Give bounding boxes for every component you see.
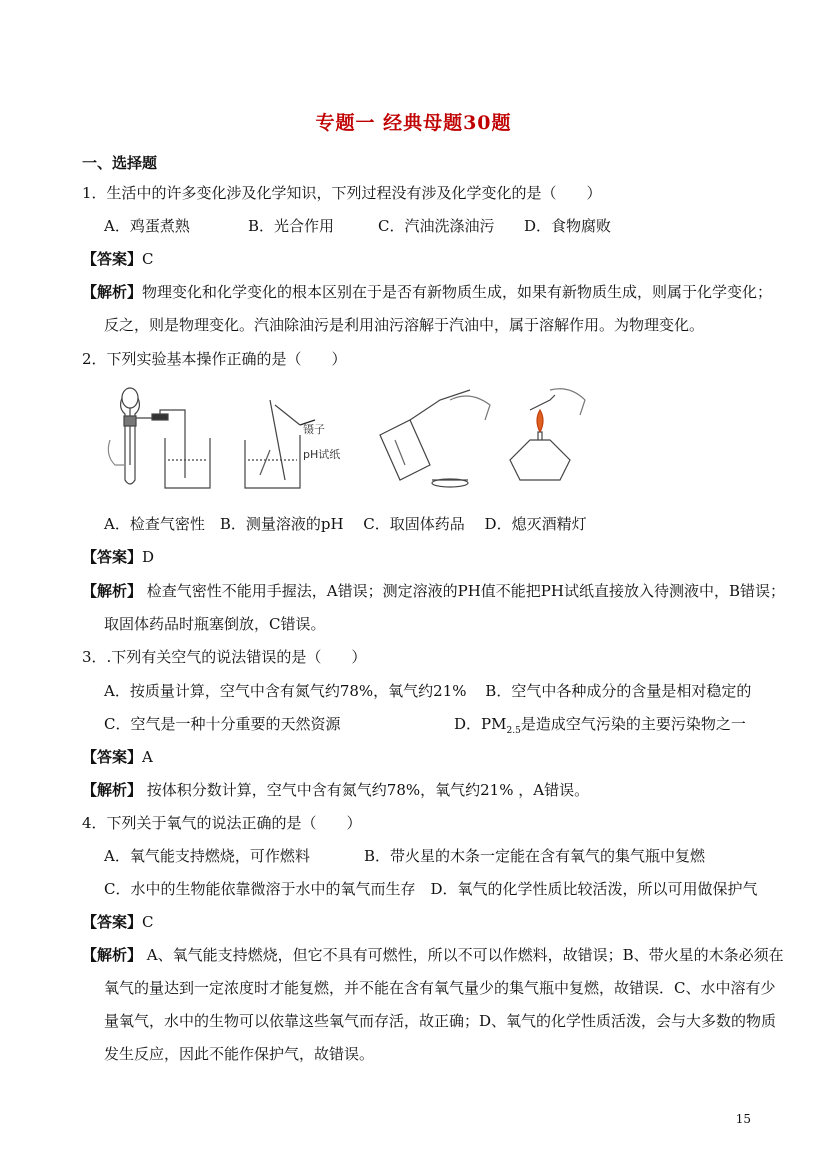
- question-4-options-cd: C．水中的生物能依靠微溶于水中的氧气而生存 D．氧气的化学性质比较活泼，所以可用做保护气: [104, 880, 758, 898]
- analysis-tag: 【解析】: [82, 283, 143, 301]
- question-4-analysis-cont-2: 量氧气，水中的生物可以依靠这些氧气而存活，故正确；D、氧气的化学性质活泼，会与大多数的物质: [104, 1012, 777, 1030]
- question-2-analysis: [82, 582, 785, 600]
- solid-reagent-figure: [380, 390, 490, 487]
- question-4-analysis-cont-1: 氧气的量达到一定浓度时才能复燃，并不能在含有氧气量少的集气瓶中复燃，故错误．C、水中溶有少: [104, 979, 776, 997]
- q3-option-d-prefix: D．PM: [454, 715, 507, 733]
- analysis-text: A、氧气能支持燃烧，但它不具有可燃性，所以不可以作燃料，故错误；B、带火星的木条必须在: [142, 946, 784, 964]
- question-1-stem: 1．生活中的许多变化涉及化学知识，下列过程没有涉及化学变化的是（ ）: [82, 184, 602, 202]
- question-2-stem: 2．下列实验基本操作正确的是（ ）: [82, 350, 347, 368]
- answer-value: C: [142, 250, 154, 268]
- answer-value: A: [142, 748, 153, 766]
- q3-option-a: A．按质量计算，空气中含有氮气约78%，氧气约21%: [104, 682, 467, 700]
- analysis-tag: 【解析】: [82, 781, 143, 799]
- question-1-answer: [82, 250, 154, 268]
- question-4-analysis-cont-3: 发生反应，因此不能作保护气，故错误。: [104, 1045, 375, 1063]
- section-heading: 一、选择题: [82, 154, 158, 172]
- analysis-text: 按体积分数计算，空气中含有氮气约78%，氧气约21% ，A错误。: [142, 781, 590, 799]
- analysis-tag: 【解析】: [82, 582, 143, 600]
- answer-tag: 【答案】: [82, 548, 143, 566]
- q3-option-d-text: 是造成空气污染的主要污染物之一: [520, 715, 746, 733]
- question-3-answer: [82, 748, 153, 766]
- question-2-answer: [82, 548, 154, 566]
- question-2-options: A．检查气密性 B．测量溶液的pH C．取固体药品 D．熄灭酒精灯: [104, 515, 587, 533]
- airtightness-figure: [108, 388, 210, 488]
- ph-paper-label: pH试纸: [303, 448, 341, 461]
- page-number: 15: [735, 1112, 751, 1126]
- tweezers-label: 镊子: [303, 423, 325, 436]
- question-4-stem: 4．下列关于氧气的说法正确的是（ ）: [82, 814, 362, 832]
- analysis-tag: 【解析】: [82, 946, 143, 964]
- q1-option-b: B．光合作用: [248, 217, 335, 235]
- q3-option-d: [454, 715, 746, 740]
- question-4-analysis: [82, 946, 784, 964]
- q4-option-a: A．氧气能支持燃烧，可作燃料: [104, 847, 310, 865]
- question-3-analysis: [82, 781, 589, 799]
- alcohol-lamp-figure: [510, 389, 585, 480]
- experiment-figures: [100, 380, 620, 500]
- question-1-analysis-cont: 反之，则是物理变化。汽油除油污是利用油污溶解于汽油中，属于溶解作用。为物理变化。: [104, 316, 705, 334]
- question-3-stem: 3．.下列有关空气的说法错误的是（ ）: [82, 648, 367, 666]
- q3-option-b: B．空气中各种成分的含量是相对稳定的: [485, 682, 752, 700]
- ph-measure-figure: [245, 400, 315, 488]
- answer-value: D: [142, 548, 155, 566]
- q1-option-c: C．汽油洗涤油污: [378, 217, 495, 235]
- q3-option-c: C．空气是一种十分重要的天然资源: [104, 715, 341, 733]
- question-2-analysis-cont: 取固体药品时瓶塞倒放，C错误。: [104, 615, 326, 633]
- analysis-text: 物理变化和化学变化的根本区别在于是否有新物质生成，如果有新物质生成，则属于化学变化；: [142, 283, 773, 301]
- answer-value: C: [142, 913, 154, 931]
- q1-option-a: A．鸡蛋煮熟: [104, 217, 190, 235]
- q4-option-b: B．带火星的木条一定能在含有氧气的集气瓶中复燃: [364, 847, 706, 865]
- q1-option-d: D．食物腐败: [524, 217, 612, 235]
- answer-tag: 【答案】: [82, 250, 143, 268]
- answer-tag: 【答案】: [82, 748, 143, 766]
- answer-tag: 【答案】: [82, 913, 143, 931]
- question-4-answer: [82, 913, 154, 931]
- question-3-options-ab: [104, 682, 751, 700]
- question-1-analysis: [82, 283, 772, 301]
- page-title: 专题一 经典母题30题: [315, 112, 512, 134]
- analysis-text: 检查气密性不能用手握法，A错误；测定溶液的PH值不能把PH试纸直接放入待测液中，B错误；: [142, 582, 785, 600]
- q3-option-d-subscript: 2.5: [506, 726, 521, 736]
